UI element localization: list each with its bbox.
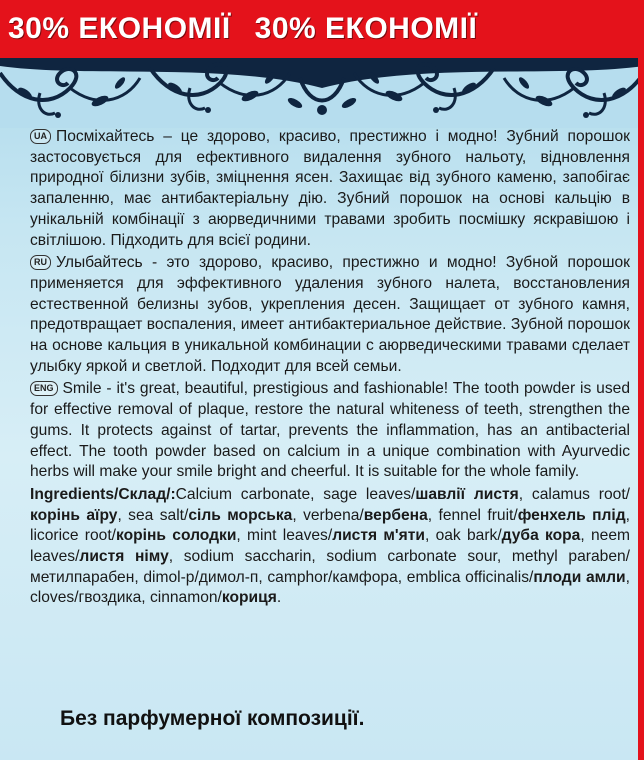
description-ua xyxy=(30,127,630,251)
ingredients-items xyxy=(30,486,630,607)
ingredient-segment: вербена xyxy=(363,506,428,524)
ingredient-segment: , sodium saccharin, sodium carbonate sour, methyl paraben/метилпарабен, dimol-p/димол-п, camphor/камфора, emblica officinalis/ xyxy=(30,548,630,586)
ingredient-segment: , fennel fruit/ xyxy=(427,506,518,524)
ingredients-list xyxy=(30,485,630,609)
promo-text-1: 30% ЕКОНОМІЇ xyxy=(8,12,231,45)
description-block xyxy=(30,127,630,609)
language-badge-ua: UA xyxy=(30,129,51,144)
ingredient-segment: корінь солодки xyxy=(116,527,237,545)
promo-text-2: 30% ЕКОНОМІЇ xyxy=(254,12,478,45)
description-ru xyxy=(30,253,630,377)
ingredient-segment: , mint leaves/ xyxy=(236,527,333,545)
ingredient-segment: сіль морська xyxy=(188,506,293,524)
ingredient-segment: плоди амли xyxy=(533,568,626,586)
ingredient-segment: дуба кора xyxy=(501,527,581,545)
description-ru-text: Улыбайтесь - это здорово, красиво, престижно и модно! Зубной порошок применяется для эффективного удаления зубного налета, восстановления естественной белизны зубов, укрепления десен. Защищает от зубного камня, предотвращает воспаления, имеет антибактериальное действие. Зубной порошок на основе кальция в уникальной комбинации с аюрведическими травами сделает улыбку яркой и светлой. Подходит для всей семьи. xyxy=(30,254,630,375)
language-badge-eng: ENG xyxy=(30,381,58,396)
promo-banner xyxy=(0,0,644,58)
ingredient-segment: , cloves/гвоздика, cinnamon/ xyxy=(30,568,630,607)
ingredients-label: Ingredients/Склад/: xyxy=(30,485,176,503)
ingredient-segment: , calamus root/ xyxy=(518,485,630,503)
ingredient-segment: , neem leaves/ xyxy=(30,527,630,566)
ingredient-segment: фенхель плід xyxy=(517,506,626,524)
floral-ornament xyxy=(0,58,644,128)
description-eng xyxy=(30,379,630,483)
ingredient-segment: , oak bark/ xyxy=(424,527,502,545)
ingredient-segment: шавлії листя xyxy=(415,485,519,503)
ingredient-segment: корінь аїру xyxy=(30,506,118,524)
ingredient-segment: , sea salt/ xyxy=(117,506,189,524)
ingredient-segment: . xyxy=(276,589,282,607)
ingredient-segment: , verbena/ xyxy=(292,506,364,524)
ingredient-segment: листя м'яти xyxy=(332,527,425,545)
language-badge-ru: RU xyxy=(30,255,51,270)
ingredient-segment: кориця xyxy=(221,589,277,607)
box-edge xyxy=(638,58,644,760)
ingredient-segment: , licorice root/ xyxy=(30,506,630,545)
description-eng-text: Smile - it's great, beautiful, prestigious and fashionable! The tooth powder is used for effective removal of plaque, restore the natural whiteness of teeth, strengthen the gums. It protects against of tartar, prevents the inflammation, has an antibacterial effect. The tooth powder based on calcium in a unique combination with Ayurvedic herbs will make your smile bright and cheerful. It is suitable for the whole family. xyxy=(30,380,630,481)
no-fragrance-note: Без парфумерної композиції. xyxy=(60,707,365,730)
ingredient-segment: листя німу xyxy=(79,548,169,566)
ingredient-segment: Calcium carbonate, sage leaves/ xyxy=(175,485,416,503)
description-ua-text: Посміхайтесь – це здорово, красиво, престижно і модно! Зубний порошок застосовується для ефективного видалення зубного нальоту, відновлення природної білизни зубів, зміцнення ясен. Захищає від зубного каменю, запобігає запаленню, має антибактеріальну дію. Зубний порошок на основі кальцію в унікальній комбінації з аюрведичними травами зробить посмішку яскравішою і світлішою. Підходить для всієї родини. xyxy=(30,128,630,249)
